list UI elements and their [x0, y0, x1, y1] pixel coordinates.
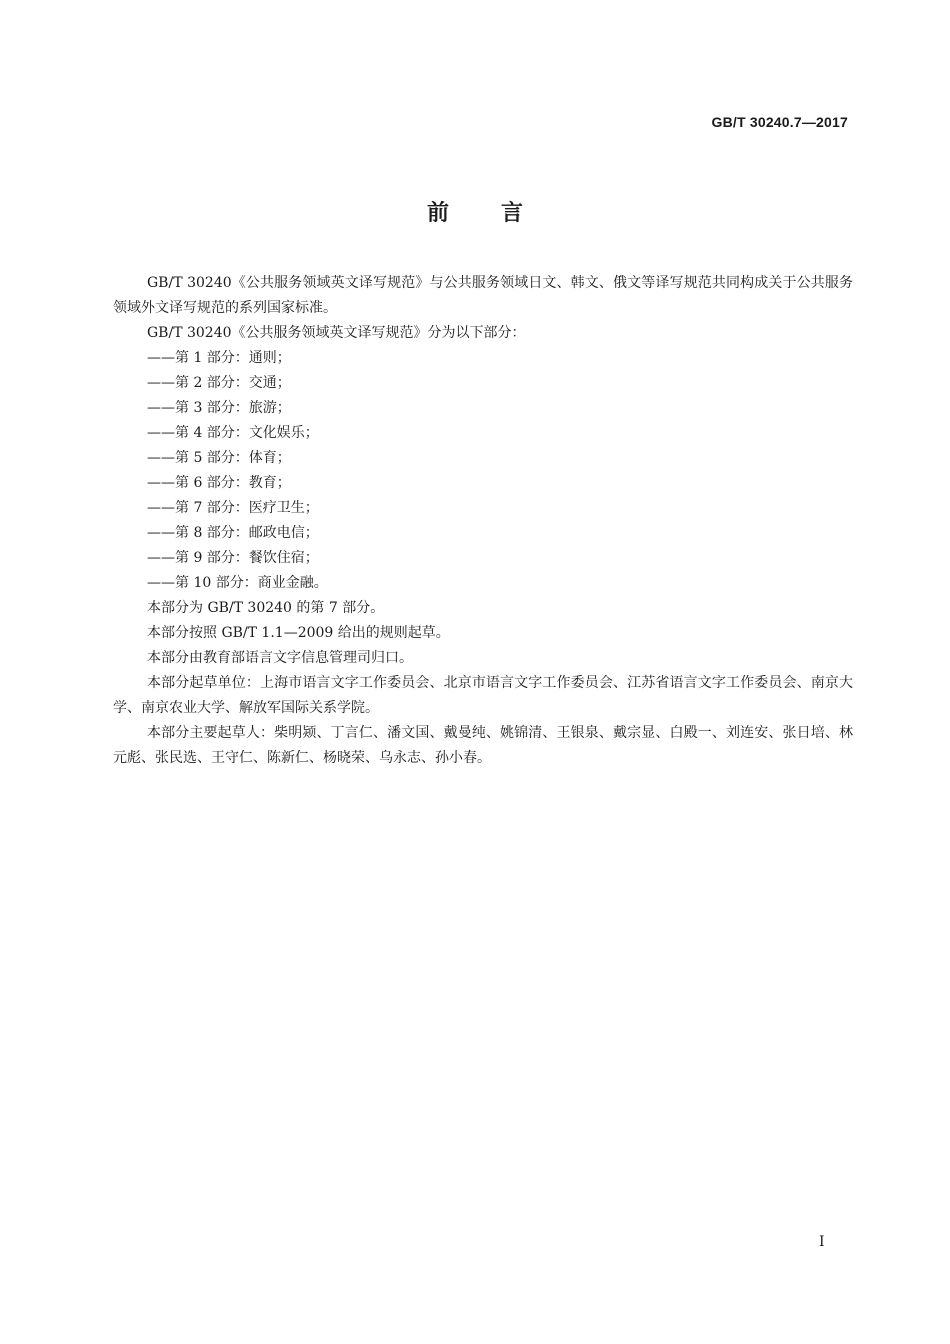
part-number-paragraph: 本部分为 GB/T 30240 的第 7 部分。	[147, 600, 385, 616]
intro-paragraph: GB/T 30240《公共服务领域英文译写规范》与公共服务领域日文、韩文、俄文等译写规范共同构成关于公共服务领域外文译写规范的系列国家标准。	[113, 275, 853, 316]
list-item: ——第 9 部分：餐饮住宿；	[147, 550, 319, 566]
list-item: ——第 7 部分：医疗卫生；	[147, 500, 319, 516]
drafting-units-paragraph: 本部分起草单位：上海市语言文字工作委员会、北京市语言文字工作委员会、江苏省语言文字工作委员会、南京大学、南京农业大学、解放军国际关系学院。	[113, 675, 853, 716]
list-item: ——第 4 部分：文化娱乐；	[147, 425, 319, 441]
standard-code: GB/T 30240.7—2017	[711, 114, 848, 130]
parts-list	[113, 346, 853, 596]
list-item: ——第 8 部分：邮政电信；	[147, 525, 319, 541]
parts-intro-paragraph: GB/T 30240《公共服务领域英文译写规范》分为以下部分：	[147, 325, 526, 341]
list-item: ——第 2 部分：交通；	[147, 375, 291, 391]
drafting-rules-paragraph: 本部分按照 GB/T 1.1—2009 给出的规则起草。	[147, 625, 450, 641]
document-body	[113, 271, 853, 771]
drafters-paragraph: 本部分主要起草人：柴明颎、丁言仁、潘文国、戴曼纯、姚锦清、王银泉、戴宗显、白殿一、刘连安、张日培、林元彪、张民选、王守仁、陈新仁、杨晓荣、乌永志、孙小春。	[113, 725, 853, 766]
list-item: ——第 3 部分：旅游；	[147, 400, 291, 416]
list-item: ——第 6 部分：教育；	[147, 475, 291, 491]
list-item: ——第 5 部分：体育；	[147, 450, 291, 466]
page-title: 前言	[426, 201, 575, 226]
administration-paragraph: 本部分由教育部语言文字信息管理司归口。	[147, 650, 413, 666]
list-item: ——第 1 部分：通则；	[147, 350, 291, 366]
list-item: ——第 10 部分：商业金融。	[147, 575, 328, 591]
page-number: I	[819, 1234, 825, 1250]
